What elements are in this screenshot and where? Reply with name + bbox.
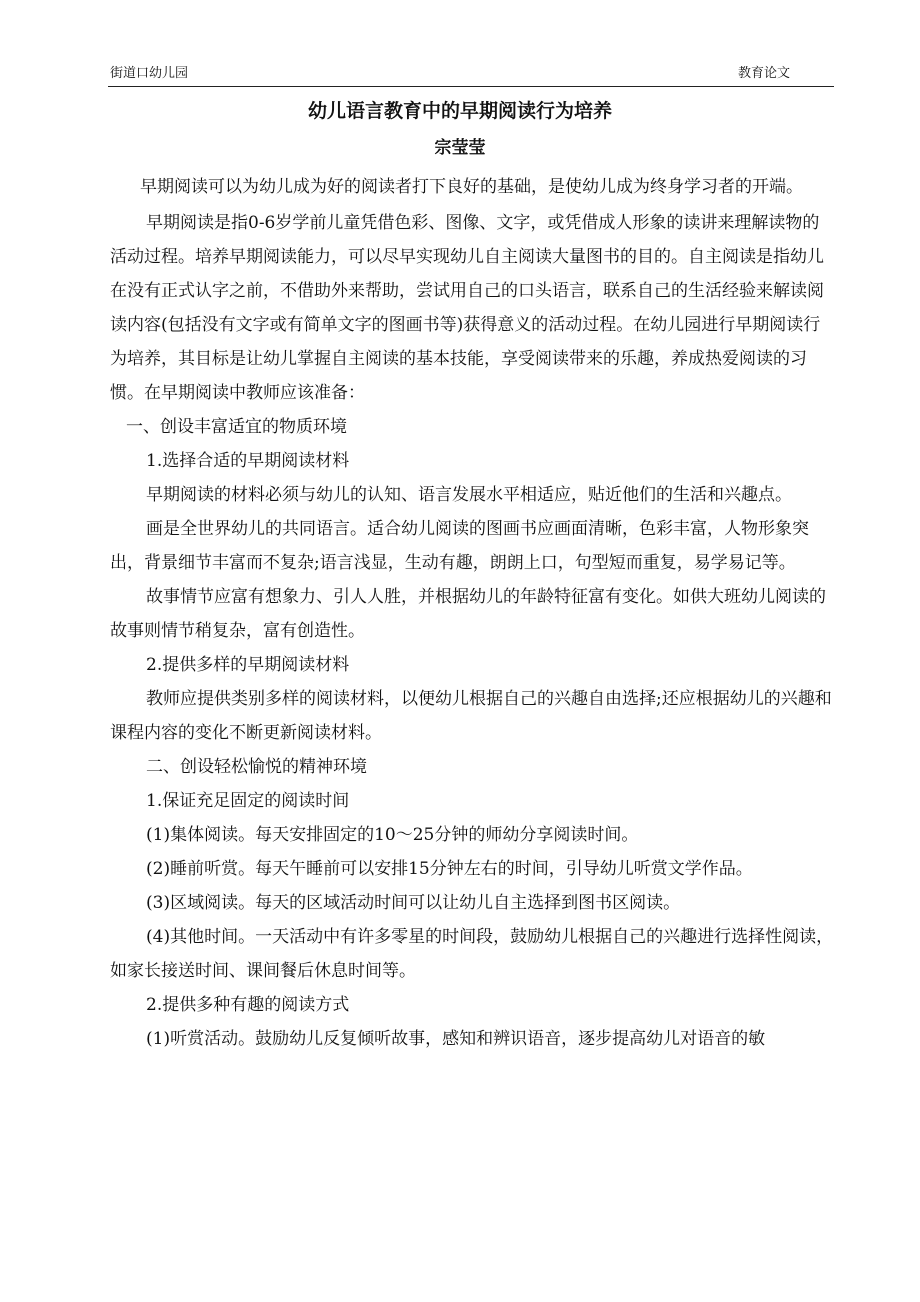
subsection-heading: 2.提供多种有趣的阅读方式	[146, 995, 350, 1015]
article-author: 宗莹莹	[434, 138, 486, 158]
article-body	[110, 170, 836, 1056]
paragraph: 早期阅读可以为幼儿成为好的阅读者打下良好的基础，是使幼儿成为终身学习者的开端。	[140, 177, 803, 197]
paragraph: 画是全世界幼儿的共同语言。适合幼儿阅读的图画书应画面清晰，色彩丰富，人物形象突出，背景细节丰富而不复杂;语言浅显，生动有趣，朗朗上口，句型短而重复，易学易记等。	[110, 519, 809, 573]
page-header	[108, 64, 834, 87]
paragraph: 教师应提供类别多样的阅读材料，以便幼儿根据自己的兴趣自由选择;还应根据幼儿的兴趣和课程内容的变化不断更新阅读材料。	[110, 689, 832, 743]
subsection-heading: 2.提供多样的早期阅读材料	[146, 655, 350, 675]
list-item: (2)睡前听赏。每天午睡前可以安排15分钟左右的时间，引导幼儿听赏文学作品。	[146, 859, 753, 879]
article-title: 幼儿语言教育中的早期阅读行为培养	[307, 100, 612, 122]
subsection-heading: 1.保证充足固定的阅读时间	[146, 791, 350, 811]
header-category: 教育论文	[737, 66, 790, 81]
subsection-heading: 1.选择合适的早期阅读材料	[146, 451, 350, 471]
list-item: (4)其他时间。一天活动中有许多零星的时间段，鼓励幼儿根据自己的兴趣进行选择性阅读，如家长接送时间、课间餐后休息时间等。	[110, 927, 834, 981]
list-item: (1)集体阅读。每天安排固定的10～25分钟的师幼分享阅读时间。	[146, 825, 639, 845]
header-school: 街道口幼儿园	[110, 66, 189, 81]
list-item: (3)区域阅读。每天的区域活动时间可以让幼儿自主选择到图书区阅读。	[146, 893, 681, 913]
paragraph: 早期阅读是指0-6岁学前儿童凭借色彩、图像、文字，或凭借成人形象的读讲来理解读物的活动过程。培养早期阅读能力，可以尽早实现幼儿自主阅读大量图书的目的。自主阅读是指幼儿在没有正式认字之前，不借助外来帮助，尝试用自己的口头语言，联系自己的生活经验来解读阅读内容(包括没有文字或有简单文字的图画书等)获得意义的活动过程。在幼儿园进行早期阅读行为培养，其目标是让幼儿掌握自主阅读的基本技能，享受阅读带来的乐趣，养成热爱阅读的习惯。在早期阅读中教师应该准备：	[110, 213, 824, 403]
list-item: (1)听赏活动。鼓励幼儿反复倾听故事，感知和辨识语音，逐步提高幼儿对语音的敏	[146, 1029, 766, 1049]
section-heading: 一、创设丰富适宜的物质环境	[126, 417, 347, 437]
paragraph: 早期阅读的材料必须与幼儿的认知、语言发展水平相适应，贴近他们的生活和兴趣点。	[146, 485, 792, 505]
section-heading: 二、创设轻松愉悦的精神环境	[146, 757, 367, 777]
paragraph: 故事情节应富有想象力、引人人胜，并根据幼儿的年龄特征富有变化。如供大班幼儿阅读的故事则情节稍复杂，富有创造性。	[110, 587, 826, 641]
